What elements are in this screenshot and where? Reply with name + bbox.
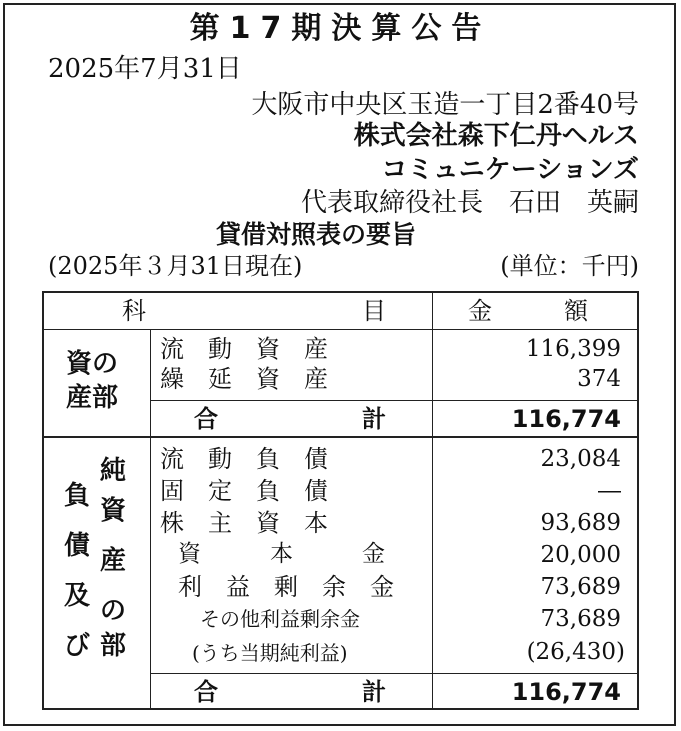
- liability-row-value: (26,430): [526, 639, 625, 665]
- unit-label: (単位：千円): [500, 252, 639, 280]
- liability-row-name: 資 本 金: [178, 541, 385, 567]
- subtitle: 貸借対照表の要旨: [216, 220, 417, 249]
- company-name-line1: 株式会社森下仁丹ヘルス: [353, 121, 639, 151]
- assets-section-label: 資の: [66, 349, 119, 379]
- asset-total-label: 合 計: [194, 405, 386, 433]
- liability-row-name: (うち当期純利益): [192, 641, 348, 665]
- liability-row-name: その他利益剰余金: [200, 607, 360, 631]
- liability-row-name: 固 定 負 債: [160, 477, 328, 505]
- liabilities-label-char: 債: [64, 531, 91, 561]
- liability-total-divider: [150, 673, 637, 674]
- liability-row-name: 利 益 剰 余 金: [178, 573, 394, 601]
- column-header-item: 科 目: [122, 297, 386, 325]
- asset-row-name: 流 動 資 産: [160, 335, 328, 363]
- liability-row-value: 23,084: [540, 446, 621, 472]
- section-divider: [44, 436, 637, 438]
- header-divider: [44, 329, 637, 330]
- balance-sheet-table: [42, 291, 639, 710]
- liabilities-label-char: 純: [100, 456, 127, 486]
- liability-row-name: 流 動 負 債: [160, 445, 328, 473]
- liabilities-label-char: び: [64, 631, 91, 661]
- liabilities-label-char: 資: [100, 496, 127, 526]
- notice-date: 2025年7月31日: [48, 54, 242, 84]
- liabilities-label-char: 負: [64, 481, 91, 511]
- liability-total-label: 合 計: [194, 678, 386, 706]
- company-address: 大阪市中央区玉造一丁目2番40号: [251, 90, 639, 120]
- column-header-amount: 金 額: [468, 297, 588, 325]
- liability-row-value: 20,000: [540, 542, 621, 568]
- as-of-date: (2025年３月31日現在): [48, 252, 303, 280]
- liability-row-name: 株 主 資 本: [160, 509, 328, 537]
- group-column-divider: [150, 329, 151, 708]
- assets-section-label: 産部: [66, 383, 119, 413]
- liabilities-label-char: の: [100, 596, 127, 626]
- company-name-line2: コミュニケーションズ: [381, 155, 639, 185]
- liabilities-label-char: 及: [64, 581, 91, 611]
- asset-total-value: 116,774: [511, 405, 621, 433]
- liability-row-value: ―: [598, 478, 621, 504]
- liabilities-label-char: 部: [100, 631, 127, 661]
- liabilities-label-char: 産: [100, 546, 127, 576]
- amount-column-divider: [432, 293, 433, 708]
- notice-title: 第17期決算公告: [189, 11, 492, 46]
- asset-row-value: 374: [577, 366, 621, 392]
- representative: 代表取締役社長 石田 英嗣: [300, 188, 639, 218]
- liability-row-value: 73,689: [540, 606, 621, 632]
- liability-row-value: 73,689: [540, 574, 621, 600]
- liability-total-value: 116,774: [511, 678, 621, 706]
- asset-row-name: 繰 延 資 産: [160, 365, 328, 393]
- asset-total-divider: [150, 400, 637, 401]
- asset-row-value: 116,399: [525, 336, 621, 362]
- liability-row-value: 93,689: [540, 510, 621, 536]
